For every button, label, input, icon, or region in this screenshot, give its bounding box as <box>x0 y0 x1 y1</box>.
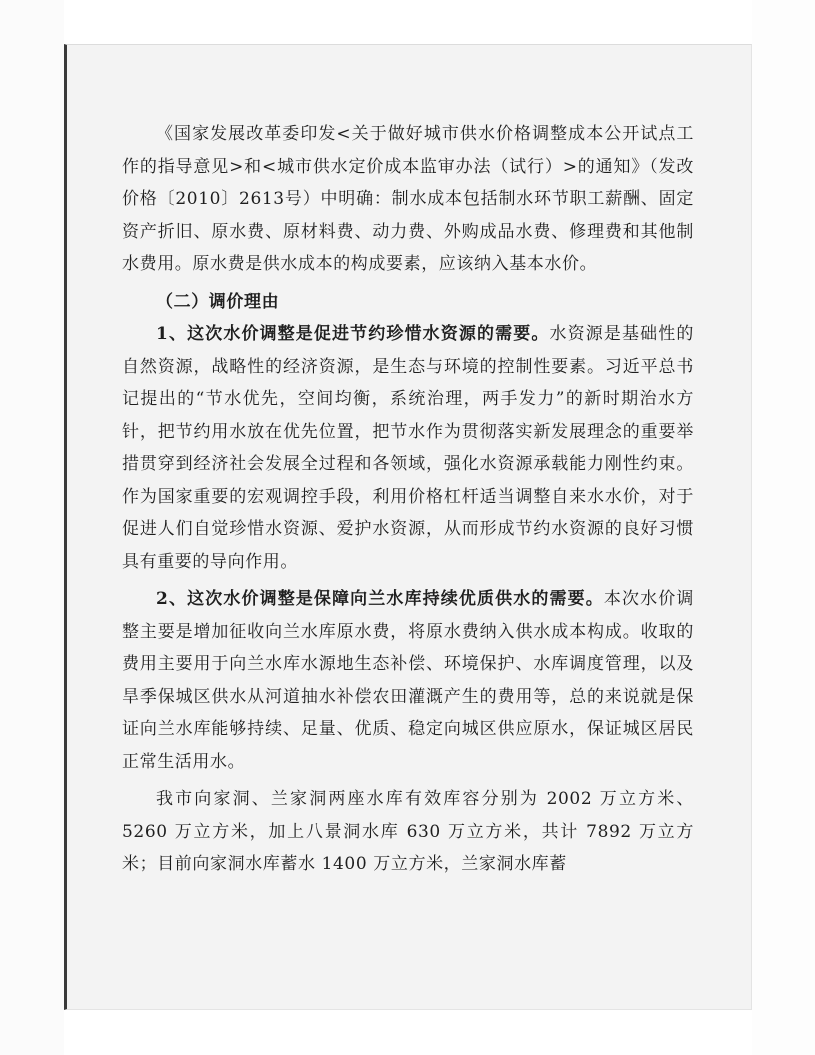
paragraph-policy-basis: 《国家发展改革委印发<关于做好城市供水价格调整成本公开试点工作的指导意见>和<城市供水定价成本监审办法（试行）>的通知》（发改价格〔2010〕2613号）中明确：制水成本包括制水环节职工薪酬、固定资产折旧、原水费、原材料费、动力费、外购成品水费、修理费和其他制水费用。原水费是供水成本的构成要素，应该纳入基本水价。 <box>122 124 694 274</box>
scan-margin-right <box>752 0 815 1055</box>
scan-margin-left <box>0 0 64 1055</box>
section-heading-adjustment-reasons: （二）调价理由 <box>156 291 280 312</box>
reason-1-body: 水资源是基础性的自然资源，战略性的经济资源，是生态与环境的控制性要素。习近平总书记提出的“节水优先，空间均衡，系统治理，两手发力”的新时期治水方针，把节约用水放在优先位置，把节水作为贯彻落实新发展理念的重要举措贯穿到经济社会发展全过程和各领域，强化水资源承载能力刚性约束。作为国家重要的宏观调控手段，利用价格杠杆适当调整自来水水价，对于促进人们自觉珍惜水资源、爱护水资源，从而形成节约水资源的良好习惯具有重要的导向作用。 <box>122 324 694 572</box>
reason-2-lead: 2、这次水价调整是保障向兰水库持续优质供水的需要。 <box>156 589 604 609</box>
document-body <box>122 118 694 881</box>
paragraph-reason-reservoir-supply <box>122 583 694 778</box>
reason-2-body: 本次水价调整主要是增加征收向兰水库原水费，将原水费纳入供水成本构成。收取的费用主要用于向兰水库水源地生态补偿、环境保护、水库调度管理，以及旱季保城区供水从河道抽水补偿农田灌溉产生的费用等，总的来说就是保证向兰水库能够持续、足量、优质、稳定向城区供应原水，保证城区居民正常生活用水。 <box>122 589 695 772</box>
paragraph-reservoir-capacity: 我市向家洞、兰家洞两座水库有效库容分别为 2002 万立方米、5260 万立方米，加上八景洞水库 630 万立方米，共计 7892 万立方米；目前向家洞水库蓄水 1400 万立方米，兰家洞水库蓄 <box>122 789 694 874</box>
paragraph-reason-water-saving <box>122 318 694 578</box>
reason-1-lead: 1、这次水价调整是促进节约珍惜水资源的需要。 <box>156 324 550 344</box>
